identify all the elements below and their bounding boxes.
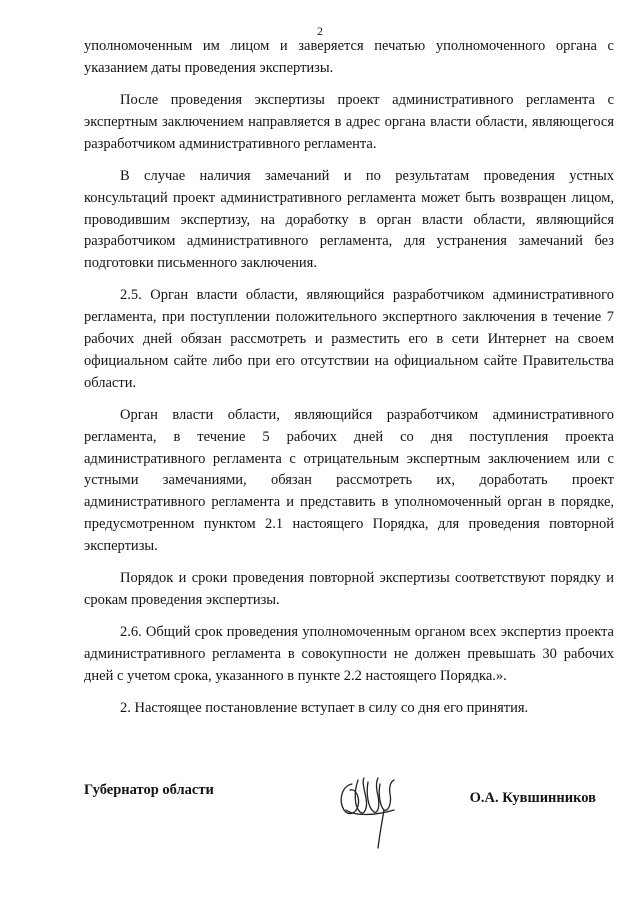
signatory-title: Губернатор области bbox=[84, 782, 214, 798]
page-number: 2 bbox=[317, 24, 323, 38]
signatory-name: О.А. Кувшинников bbox=[469, 790, 596, 806]
paragraph-repeat-expertise: Порядок и сроки проведения повторной экспертизы соответствуют порядку и срокам проведения экспертизы. bbox=[84, 570, 614, 608]
paragraph-expertise-sent: После проведения экспертизы проект административного регламента с экспертным заключением направляется в адрес органа власти области, являющегося разработчиком административного регламента. bbox=[84, 92, 614, 152]
paragraph-clause-2-6: 2.6. Общий срок проведения уполномоченным органом всех экспертиз проекта административного регламента в совокупности не должен превышать 30 рабочих дней с учетом срока, указанного в пункте 2.2 настоящего Порядка.». bbox=[84, 624, 614, 684]
paragraph-expertise-certification: уполномоченным им лицом и заверяется печатью уполномоченного органа с указанием даты проведения экспертизы. bbox=[84, 38, 614, 76]
paragraph-negative-conclusion: Орган власти области, являющийся разработчиком административного регламента, в течение 5 рабочих дней со дня поступления проекта административного регламента с отрицательным экспертным заключением или с устными замечаниями, обязан рассмотреть их, доработать проект административного регламента и представить в уполномоченный орган в порядке, предусмотренном пунктом 2.1 настоящего Порядка, для проведения повторной экспертизы. bbox=[84, 406, 614, 554]
paragraph-clause-2-5: 2.5. Орган власти области, являющийся разработчиком административного регламента, при поступлении положительного экспертного заключения в течение 7 рабочих дней обязан рассмотреть и разместить его в сети Интернет на своем официальном сайте либо при его отсутствии на официальном сайте Правительства области. bbox=[84, 287, 614, 391]
paragraph-remarks-return: В случае наличия замечаний и по результатам проведения устных консультаций проект административного регламента может быть возвращен лицом, проводившим экспертизу, на доработку в орган власти области, являющийся разработчиком административного регламента, для устранения замечаний без подготовки письменного заключения. bbox=[84, 167, 614, 272]
document-body bbox=[84, 36, 614, 730]
signature-block bbox=[84, 770, 614, 850]
paragraph-effective-date: 2. Настоящее постановление вступает в силу со дня его принятия. bbox=[120, 700, 529, 717]
handwritten-signature bbox=[334, 770, 404, 852]
